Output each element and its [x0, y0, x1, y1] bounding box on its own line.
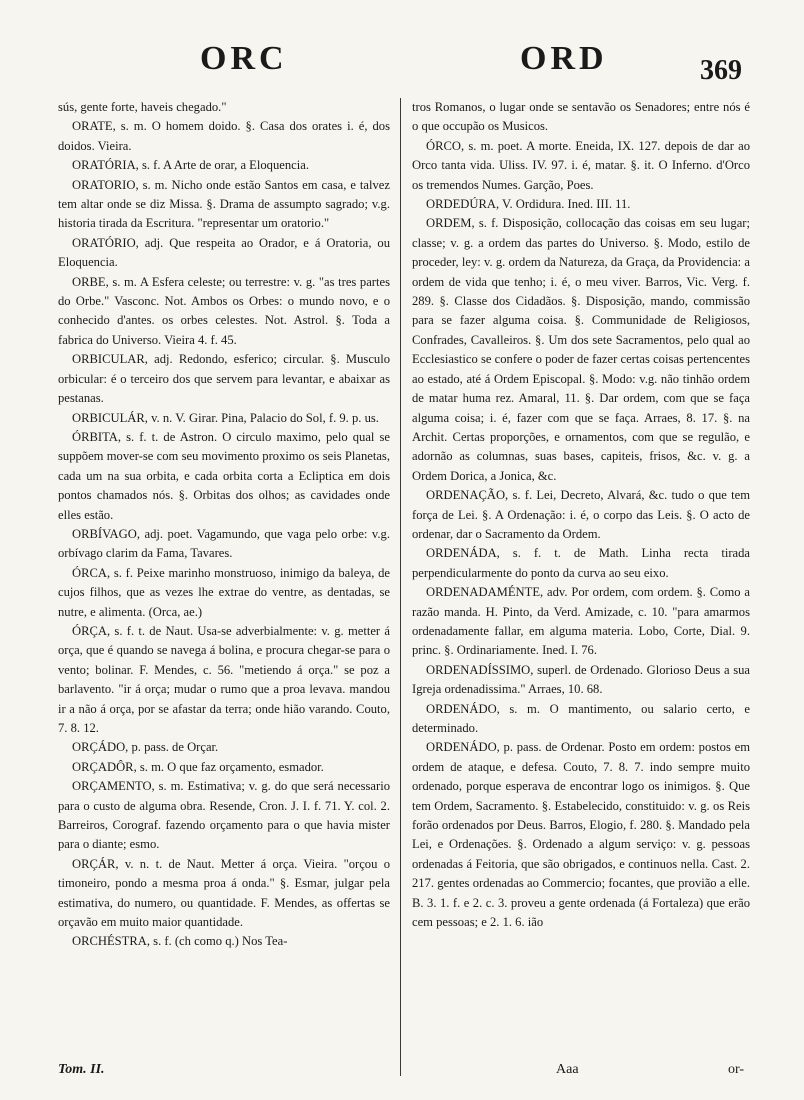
dictionary-entry: ÓRBITA, s. f. t. de Astron. O circulo maximo, pelo qual se suppõem mover-se com seu movimento proximo os seis Planetas, cada um na sua orbita, e cada orbita corta a Ecliptica em dois pontos chamados nós. §. Orbitas dos olhos; as cavidades onde elles estão. [58, 429, 390, 522]
dictionary-entry: ORDEDÚRA, V. Ordidura. Ined. III. 11. [426, 197, 631, 212]
catchword: or- [728, 1062, 745, 1077]
volume-signature: Tom. II. [58, 1062, 105, 1077]
dictionary-entry: ORCHÉSTRA, s. f. (ch como q.) Nos Tea- [72, 934, 288, 949]
dictionary-entry: sús, gente forte, haveis chegado." [58, 100, 227, 114]
page-header [0, 0, 804, 95]
right-column [412, 98, 750, 932]
dictionary-entry: ORÇÁDO, p. pass. de Orçar. [72, 740, 219, 755]
dictionary-entry: ORÇADÔR, s. m. O que faz orçamento, esmador. [72, 759, 324, 774]
dictionary-entry: ORDENADAMÉNTE, adv. Por ordem, com ordem. §. Como a razão manda. H. Pinto, da Verd. Amizade, c. 10. "para amarmos ordenadamente fallar, em alguma materia. Lobo, Corte, Dial. 9. princ. §. Ordinariamente. Ined. I. 76. [412, 585, 750, 658]
dictionary-entry: ORDENÁDO, p. pass. de Ordenar. Posto em ordem: postos em ordem de ataque, e defesa. Couto, 7. 8. 7. indo sempre muito ordenado, porque esperava de encontrar logo os inimigos. §. Que tem Ordem, Sacramento. §. Estabelecido, constituido: v. g. os Reis forão ordenados por Deus. Barros, Elogio, f. 280. §. Mandado pela Lei, e Ordenações. §. Ordenado a algum serviço: v. g. pessoas ordenadas á Feitoria, que são obrigados, e continuos nella. Cast. 2. 217. gentes ordenadas ao Commercio; focantes, que provião a elle. B. 3. 1. f. e 2. c. 3. proveu a gente ordenada (á Fortaleza) que erão cem pessoas; e 2. 1. 6. ião [412, 740, 750, 930]
page-number: 369 [700, 55, 742, 86]
dictionary-entry: ORDENÁDO, s. m. O mantimento, ou salario certo, e determinado. [412, 701, 750, 735]
dictionary-entry: ÓRCA, s. f. Peixe marinho monstruoso, inimigo da baleya, de cujos filhos, que as vezes lhe extrae do ventre, as dentadas, se nutre, e alimenta. (Orca, ae.) [58, 565, 390, 619]
dictionary-entry: ORBE, s. m. A Esfera celeste; ou terrestre: v. g. "as tres partes do Orbe." Vasconc. Not. Ambos os Orbes: o mundo novo, e o conhecido d'antes. os orbes celestes. Not. Astrol. §. Toda a fabrica do Universo. Vieira 4. f. 45. [58, 274, 390, 347]
dictionary-entry: ORATÓRIO, adj. Que respeita ao Orador, e á Oratoria, ou Eloquencia. [58, 235, 390, 270]
dictionary-entry: ORBÍVAGO, adj. poet. Vagamundo, que vaga pelo orbe: v.g. orbívago clarim da Fama, Tavares. [58, 526, 390, 561]
running-head-right: ORD [520, 40, 608, 77]
dictionary-entry: ORATE, s. m. O homem doido. §. Casa dos orates i. é, dos doidos. Vieira. [58, 119, 390, 153]
dictionary-entry: ORÇÁR, v. n. t. de Naut. Metter á orça. Vieira. "orçou o timoneiro, pondo a mesma proa á onda." §. Esmar, julgar pela estimativa, do numero, ou quantidade. F. Mendes, as offertas se orçavão em muito maior quantidade. [58, 856, 390, 930]
dictionary-entry: ORATORIO, s. m. Nicho onde estão Santos em casa, e talvez tem altar onde se diz Missa. §. Drama de assumpto sagrado; v.g. historia tirada da Escritura. "representar um oratorio." [58, 177, 390, 231]
signature-mark: Aaa [556, 1062, 579, 1077]
dictionary-entry: ORDEM, s. f. Disposição, collocação das coisas em seu lugar; classe; v. g. a ordem das partes do Universo. §. Modo, estilo de proceder, ley: v. g. ordem da Natureza, da Graça, da Providencia: a ordem de vida que tenho; i. é, o meu viver. Barros, Vic. Verg. f. 289. §. Classe dos Cidadãos. §. Disposição, mando, commissão para se fazer alguma coisa. §. Communidade de Religiosos, Confrades, Cavalleiros. §. Um dos sete Sacramentos, pelo qual ao Ecclesiastico se confere o poder de fazer certas coisas pertencentes ao estado, até á Ordem Episcopal. §. Modo: v.g. não tinhão ordem de matar huma rez. Amaral, 11. §. Dar ordem, com que se faça alguma coisa; i. é, fazer com que se faça. Arraes, 8. 17. §. na Archit. Certas proporções, e ornamentos, com que se regulão, e adornão as columnas, suas bases, capiteis, frisos, &c. v. g. a Ordem Dorica, a Jonica, &c. [412, 216, 750, 483]
dictionary-entry: ÓRCO, s. m. poet. A morte. Eneida, IX. 127. depois de dar ao Orco tanta vida. Uliss. IV. 97. i. é, matar. §. it. O Inferno. d'Orco os tremendos Numes. Garção, Poes. [412, 138, 750, 192]
dictionary-entry: ORATÓRIA, s. f. A Arte de orar, a Eloquencia. [72, 158, 309, 173]
dictionary-entry: ORÇAMENTO, s. m. Estimativa; v. g. do que será necessario para o custo de alguma obra. Resende, Cron. J. I. f. 71. Y. col. 2. Barreiros, Corograf. fazendo orçamento para o que havia mister para o diante; esmo. [58, 779, 390, 852]
left-column [58, 98, 390, 952]
column-divider [400, 98, 401, 1076]
running-head-left: ORC [200, 40, 288, 77]
dictionary-entry: ORBICULAR, adj. Redondo, esferico; circular. §. Musculo orbicular: é o terceiro dos que servem para levantar, e abaixar as pestanas. [58, 352, 390, 406]
page-footer [58, 1062, 758, 1084]
dictionary-entry: ORDENÁDA, s. f. t. de Math. Linha recta tirada perpendicularmente do ponto da curva ao seu eixo. [412, 546, 750, 580]
dictionary-entry: ORDENAÇÃO, s. f. Lei, Decreto, Alvará, &c. tudo o que tem força de Lei. §. A Ordenação: i. é, o corpo das Leis. §. O acto de ordenar, dar o Sacramento da Ordem. [412, 488, 750, 541]
dictionary-entry: tros Romanos, o lugar onde se sentavão os Senadores; entre nós é o que occupão os Musicos. [412, 100, 750, 134]
dictionary-entry: ORDENADÍSSIMO, superl. de Ordenado. Glorioso Deus a sua Igreja ordenadissima." Arraes, 10. 68. [412, 662, 750, 697]
dictionary-entry: ORBICULÁR, v. n. V. Girar. Pina, Palacio do Sol, f. 9. p. us. [72, 410, 379, 425]
dictionary-entry: ÓRÇA, s. f. t. de Naut. Usa-se adverbialmente: v. g. metter á orça, que é quando se navega á bolina, e procura chegar-se para o vento; bolinar. F. Mendes, c. 56. "metiendo á orça." se poz a barlavento. "ir á orça; mudar o rumo que a proa levava. mandou ir a não á orça, por se afastar da terra; onde hião varando. Couto, 7. 8. 12. [58, 623, 390, 735]
